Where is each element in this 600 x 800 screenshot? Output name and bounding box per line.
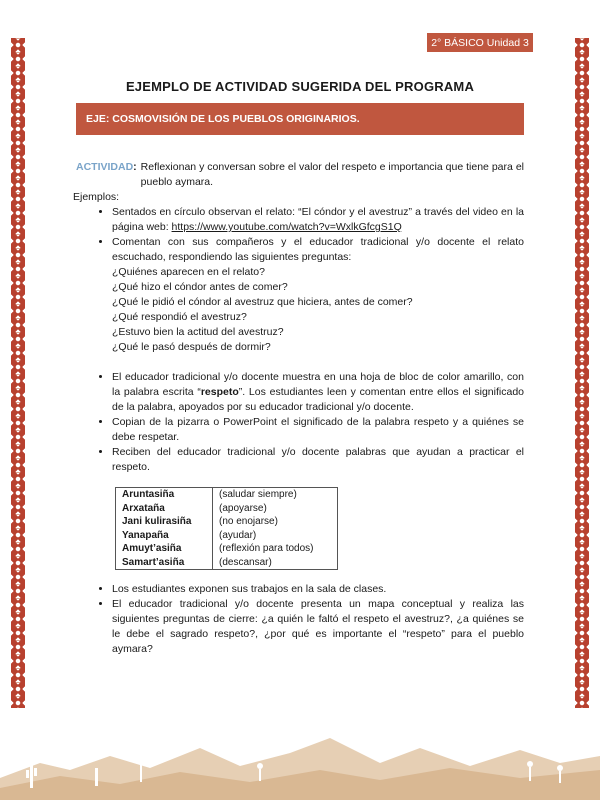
table-row: Arxataña (apoyarse) bbox=[116, 502, 338, 516]
right-decorative-border bbox=[575, 38, 589, 708]
question: ¿Qué hizo el cóndor antes de comer? bbox=[112, 281, 288, 293]
activity-row bbox=[76, 160, 524, 190]
question: ¿Estuvo bien la actitud del avestruz? bbox=[112, 326, 284, 338]
table-row: Jani kulirasiña (no enojarse) bbox=[116, 515, 338, 529]
unit-tab: 2° BÁSICO Unidad 3 bbox=[427, 33, 533, 52]
axis-banner bbox=[76, 103, 524, 135]
video-link[interactable]: https://www.youtube.com/watch?v=WxlkGfcgS1Q bbox=[171, 221, 402, 233]
table-row: Samart’asiña (descansar) bbox=[116, 556, 338, 570]
activity-content bbox=[73, 160, 524, 657]
question: ¿Qué le pasó después de dormir? bbox=[112, 341, 271, 353]
landscape-footer-illustration bbox=[0, 708, 600, 800]
activity-label: ACTIVIDAD: bbox=[76, 161, 137, 173]
list-item: • Sentados en círculo observan el relato: “El cóndor y el avestruz” a través del video en la página web: https://www.youtube.com/watch?v=WxlkGfcgS1Q bbox=[112, 205, 524, 235]
activity-text: Reflexionan y conversan sobre el valor del respeto e importancia que tiene para el pueblo aymara. bbox=[140, 161, 524, 188]
page-title: EJEMPLO DE ACTIVIDAD SUGERIDA DEL PROGRAMA bbox=[125, 79, 475, 94]
list-item: • Comentan con sus compañeros y el educador tradicional y/o docente el relato escuchado, respondiendo las siguientes preguntas: ¿Quiénes aparecen en el relato? ¿Qué hizo el cóndor antes de comer? ¿Qué le pidió el cóndor al avestruz que hiciera, antes de comer? ¿Qué respondió el avestruz? ¿Estuvo bien la actitud del avestruz? ¿Qué le pasó después de dormir? bbox=[112, 235, 524, 355]
left-decorative-border bbox=[11, 38, 25, 708]
axis-label: EJE: COSMOVISIÓN DE LOS PUEBLOS ORIGINARIOS. bbox=[86, 113, 360, 125]
list-item: • El educador tradicional y/o docente muestra en una hoja de bloc de color amarillo, con la palabra escrita “respeto”. Los estudiantes leen y comentan entre ellos el significado de la palabra, apoyados por su educador tradicional y/o docente. bbox=[112, 370, 524, 415]
list-item: • Los estudiantes exponen sus trabajos en la sala de clases. bbox=[112, 582, 524, 597]
list-item: • Reciben del educador tradicional y/o docente palabras que ayudan a practicar el respeto. bbox=[112, 445, 524, 475]
examples-list bbox=[76, 205, 524, 475]
table-row: Yanapaña (ayudar) bbox=[116, 529, 338, 543]
question: ¿Quiénes aparecen en el relato? bbox=[112, 266, 265, 278]
list-item: • Copian de la pizarra o PowerPoint el significado de la palabra respeto y a quiénes se debe respetar. bbox=[112, 415, 524, 445]
table-row: Amuyt’asiña (reflexión para todos) bbox=[116, 542, 338, 556]
table-row: Aruntasiña (saludar siempre) bbox=[116, 488, 338, 502]
list-item: • El educador tradicional y/o docente presenta un mapa conceptual y realiza las siguientes preguntas de cierre: ¿a quién le faltó el respeto el avestruz?, ¿a quiénes se le debe el sagrado respeto?, ¿por qué es importante el “respeto” para el pueblo aymara? bbox=[112, 597, 524, 657]
respect-words-table bbox=[115, 487, 338, 570]
question: ¿Qué le pidió el cóndor al avestruz que hiciera, antes de comer? bbox=[112, 296, 413, 308]
examples-label: Ejemplos: bbox=[73, 191, 120, 203]
question: ¿Qué respondió el avestruz? bbox=[112, 311, 247, 323]
closing-list bbox=[76, 582, 524, 657]
